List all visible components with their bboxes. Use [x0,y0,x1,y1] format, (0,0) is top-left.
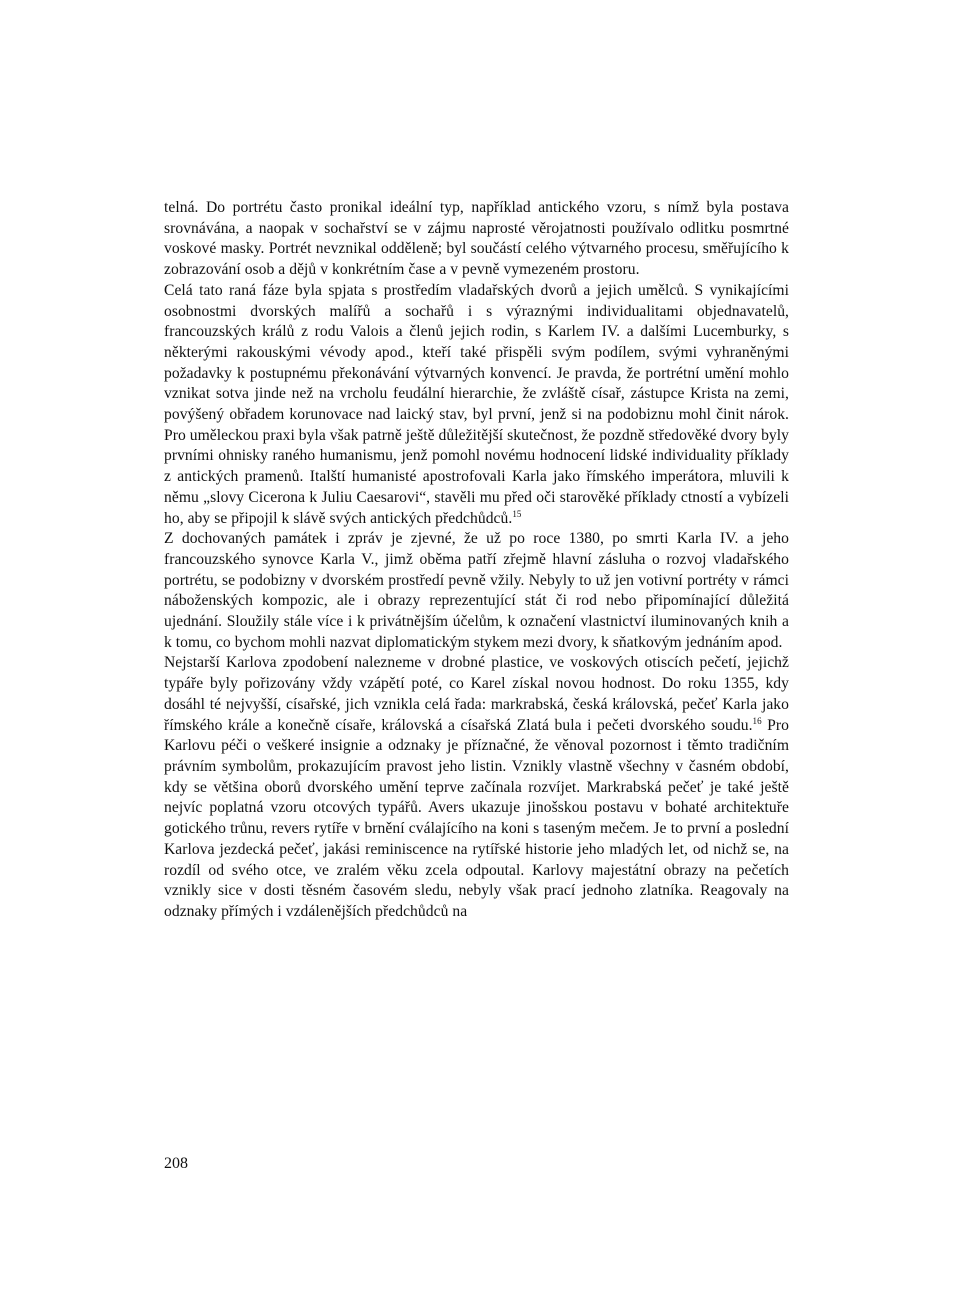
paragraph-1 [164,198,789,281]
paragraph-2-text: Celá tato raná fáze byla spjata s prostředím vladařských dvorů a jejich umělců. S vynikajícími osobnostmi dvorských malířů a sochařů i s výraznými individualitami objednavatelů, francouzských králů z rodu Valois a členů jejich rodin, s Karlem IV. a dalšími Lucemburky, s některými rakouskými vévody apod., kteří také přispěli svým podílem, svými vyhraněnými požadavky k postupnému překonávání výtvarných konvencí. Je pravda, že portrétní umění mohlo vznikat sotva jinde než na vrcholu feudální hierarchie, že zvláště císař, zástupce Krista na zemi, povýšený obřadem korunovace nad laický stav, byl první, jenž si na podobiznu mohl činit nárok. Pro uměleckou praxi byla však patrně ještě důležitější skutečnost, že pozdně středověké dvory byly prvními ohnisky raného humanismu, jenž pomohl novému hodnocení lidské individuality příklady z antických pramenů. Italští humanisté apostrofovali Karla jako římského imperátora, mluvili k němu „slovy Cicerona k Juliu Caesarovi“, stavěli mu před oči starověké příklady ctností a vybízeli ho, aby se připojil k slávě svých antických předchůdců. [164,281,790,527]
paragraph-4-text: Nejstarší Karlova zpodobení nalezneme v drobné plastice, ve voskových otiscích pečetí, jejichž typáře byly pořizovány vždy vzápětí poté, co Karel získal novou hodnost. Do roku 1355, kdy dosáhl té nejvyšší, císařské, jich vznikla celá řada: markrabská, česká královská, pečeť Karla jako římského krále a konečně císaře, královská a císařská Zlatá bula i pečeti dvorského soudu. [164,654,789,734]
paragraph-4-text-continued: Pro Karlovu péči o veškeré insignie a odznaky je příznačné, že věnoval pozornost i těmto tradičním právním symbolům, prokazujícím pravost jeho listin. Vznikly vlastně všechny v časném období, kdy se většina oborů dvorského umění teprve začínala rozvíjet. Markrabská pečeť je také ještě nejvíc poplatná vzoru otcových typářů. Avers ukazuje jinošskou postavu v bohaté architektuře gotického trůnu, revers rytíře v brnění cválajícího na koni s taseným mečem. Je to první a poslední Karlova jezdecká pečeť, jakási reminiscence na rytířské historie jeho mladých let, od nichž se, na rozdíl od svého otce, ve zralém věku zcela odpoutal. Karlovy majestátní obrazy na pečetích vznikly sice v dosti těsném časovém sledu, nebyly však prací jednoho zlatníka. Reagovaly na odznaky přímých i vzdálenějších předchůdců na [164,716,789,920]
footnote-ref-15: 15 [512,508,522,519]
paragraph-1-text: telná. Do portrétu často pronikal ideální typ, například antického vzoru, s nímž byla postava srovnávána, a naopak v sochařství se v zájmu naprosté věrojatnosti používalo odlitku posmrtné voskové masky. Portrét nevznikal odděleně; byl součástí celého výtvarného procesu, směřujícího k zobrazování osob a dějů v konkrétním čase a v pevně vymezeném prostoru. [164,199,789,279]
body-text [164,198,789,923]
page-number: 208 [164,1155,188,1172]
footnote-ref-16: 16 [752,715,762,726]
paragraph-2 [164,281,789,529]
paragraph-4 [164,653,789,922]
paragraph-3 [164,529,789,653]
paragraph-3-text: Z dochovaných památek i zpráv je zjevné, že už po roce 1380, po smrti Karla IV. a jeho francouzského synovce Karla V., jimž oběma patří zřejmě hlavní zásluha o rozvoj vladařského portrétu, se podobizny v dvorském prostředí pevně vžily. Nebyly to už jen votivní portréty v rámci náboženských kompozic, ale i obrazy reprezentující stát či rod nebo připomínající důležitá ujednání. Sloužily stále více i k privátnějším účelům, k označení vlastnictví iluminovaných knih a k tomu, co bychom mohli nazvat diplomatickým stykem mezi dvory, k sňatkovým jednáním apod. [164,530,789,651]
